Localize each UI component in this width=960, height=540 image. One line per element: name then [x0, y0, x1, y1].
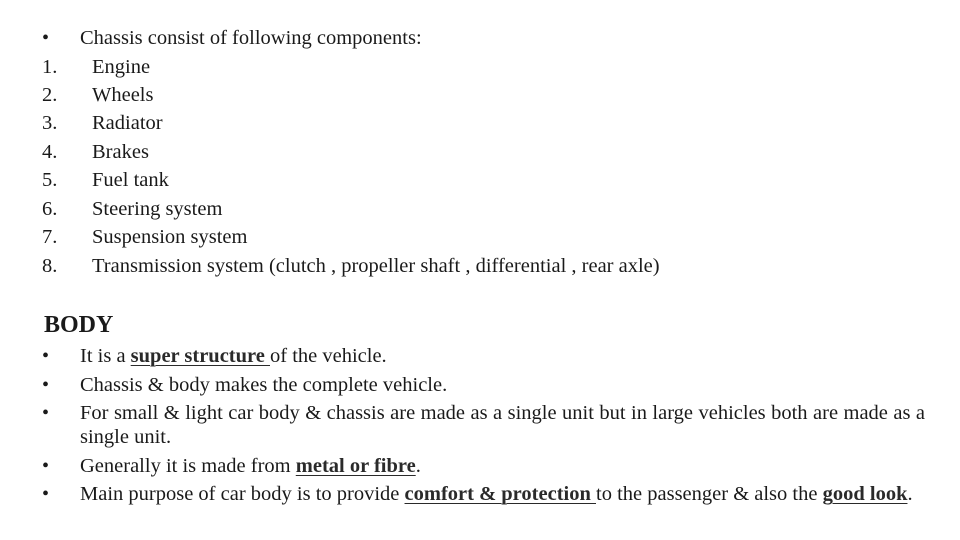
- text-run: It is a: [80, 345, 131, 367]
- emphasis-underlined: comfort & protection: [404, 483, 596, 505]
- item-label: Steering system: [92, 198, 223, 220]
- text-run: .: [907, 483, 913, 505]
- text-run: Generally it is made from: [80, 455, 296, 477]
- bullet-text: For small & light car body & chassis are made as a single unit but in large vehicles both are made as a single unit.: [80, 402, 925, 448]
- emphasis-underlined: super structure: [130, 345, 270, 367]
- item-label: Transmission system (clutch , propeller shaft , differential , rear axle): [92, 255, 660, 277]
- emphasis-underlined: metal or fibre: [295, 455, 416, 477]
- text-run: of the vehicle.: [270, 345, 387, 367]
- text-run: .: [415, 455, 421, 477]
- bullet-text: [80, 454, 421, 478]
- item-number: 8.: [42, 255, 58, 277]
- bullet-text: [80, 344, 387, 368]
- section-heading: BODY: [44, 312, 114, 338]
- bullet: •: [42, 374, 50, 396]
- bullet-text: Chassis & body makes the complete vehicle.: [80, 374, 448, 396]
- bullet: •: [42, 455, 50, 477]
- item-label: Wheels: [92, 84, 154, 106]
- item-label: Radiator: [92, 112, 163, 134]
- item-number: 5.: [42, 169, 58, 191]
- bullet: •: [42, 483, 50, 505]
- text-run: to the passenger & also the: [596, 483, 823, 505]
- bullet-text: [80, 482, 925, 506]
- item-number: 2.: [42, 84, 58, 106]
- item-number: 6.: [42, 198, 58, 220]
- item-number: 7.: [42, 226, 58, 248]
- item-label: Suspension system: [92, 226, 248, 248]
- item-label: Fuel tank: [92, 169, 169, 191]
- item-number: 3.: [42, 112, 58, 134]
- text-run: Main purpose of car body is to provide: [80, 483, 405, 505]
- bullet: •: [42, 27, 50, 49]
- intro-text: Chassis consist of following components:: [80, 27, 422, 49]
- item-label: Engine: [92, 56, 151, 78]
- bullet: •: [42, 345, 50, 367]
- item-label: Brakes: [92, 141, 149, 163]
- item-number: 1.: [42, 56, 58, 78]
- bullet: •: [42, 402, 50, 424]
- item-number: 4.: [42, 141, 58, 163]
- emphasis-underlined: good look: [822, 483, 908, 505]
